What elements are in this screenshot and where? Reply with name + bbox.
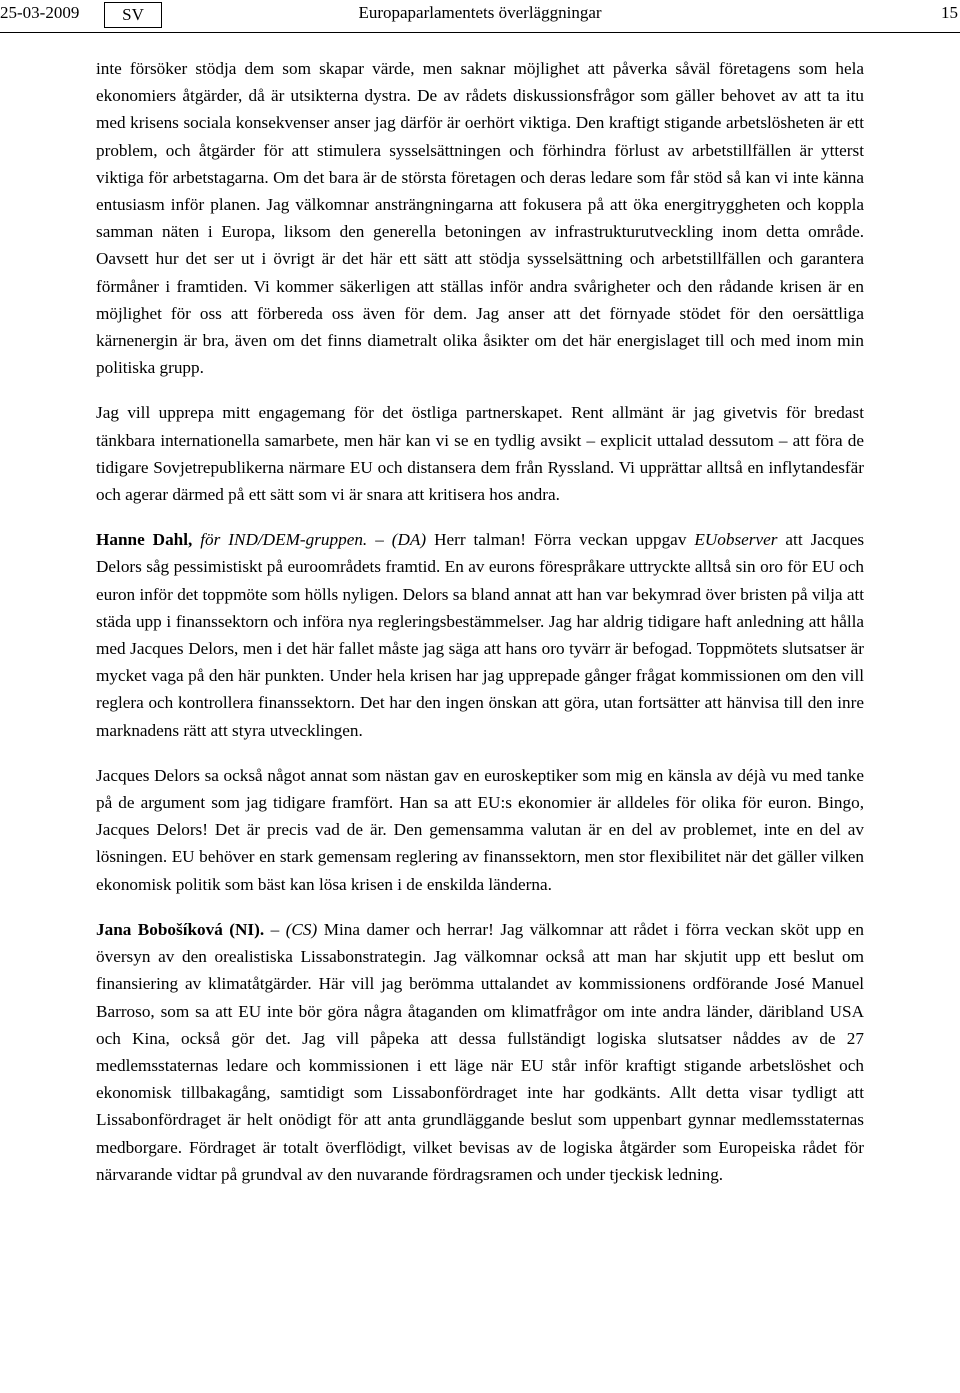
- paragraph-text: Jag vill upprepa mitt engagemang för det östliga partnerskapet. Rent allmänt är jag givetvis för bredast tänkbara internationella samarbete, men här kan vi se en tydlig avsikt – explicit uttalad dessutom – att föra de tidigare Sovjetrepublikerna närmare EU och distansera dem från Ryssland. Vi upprättar alltså en inflytandesfär och agerar därmed på ett sätt som vi är snara att kritisera hos andra.: [96, 403, 864, 505]
- language-tag: – (DA): [375, 530, 427, 550]
- speech-intro: Herr talman! Förra veckan uppgav: [434, 530, 687, 550]
- document-body: [96, 55, 864, 1188]
- speaker-name: Jana Bobošíková (NI).: [96, 919, 265, 939]
- paragraph-text: Jacques Delors sa också något annat som nästan gav en euroskeptiker som mig en känsla av déjà vu med tanke på de argument som jag tidigare framfört. Han sa att EU:s ekonomier är alldeles för olika för euron. Bingo, Jacques Delors! Det är precis vad de är. Den gemensamma valutan är en del av problemet, inte en del av lösningen. EU behöver en stark gemensam reglering av finanssektorn, men stor flexibilitet när det gäller vilken ekonomisk politik som bäst kan lösa krisen i de enskilda länderna.: [96, 765, 864, 894]
- paragraph-4: [96, 762, 864, 898]
- page-header: [0, 0, 960, 32]
- paragraph-text: Mina damer och herrar! Jag välkomnar att rådet i förra veckan sköt upp en översyn av den orealistiska Lissabonstrategin. Jag välkomnar också att man har skjutit upp ett beslut om finansiering av klimatåtgärder. Här vill jag berömma uttalandet av kommissionens ordförande José Manuel Barroso, som sa att EU inte bör göra några åtaganden om klimatfrågor om inte andra länder, däribland USA och Kina, också gör det. Jag vill påpeka att dessa fullständigt logiska slutsatser nåddes av de 27 medlemsstaternas ledare och kommissionen i ett läge när EU står inför kraftigt stigande arbetslöshet och ekonomisk tillbakagång, samtidigt som Lissabonfördraget inte har godkänts. Allt detta visar tydligt att Lissabonfördraget är helt onödigt för att anta grundläggande beslut som uppenbart gynnar medlemsstaternas medborgare. Fördraget är totalt överflödigt, vilket bevisas av de logiska åtgärder som Europeiska rådet för närvarande vidtar på grundval av den nuvarande fördragsramen och under tjeckisk ledning.: [96, 919, 865, 1184]
- source-name: EUobserver: [694, 530, 778, 550]
- speaker-group: för IND/DEM-gruppen.: [200, 530, 368, 550]
- language-tag: – (CS): [270, 919, 318, 939]
- header-rule: [0, 32, 960, 33]
- speaker-name: Hanne Dahl,: [96, 530, 193, 550]
- header-date: 25-03-2009: [0, 3, 80, 22]
- document-title: Europaparlamentets överläggningar: [358, 3, 602, 22]
- paragraph-text: att Jacques Delors såg pessimistiskt på euroområdets framtid. En av eurons förespråkare uttryckte alltså sin oro för EU och euron inför det toppmöte som hölls nyligen. Delors sa bland annat att han var bekymrad över bristen på vilja att städa upp i finanssektorn och införa nya regleringsbestämmelser. Jag har aldrig tidigare haft anledning att hålla med Jacques Delors, men i det här fallet måste jag säga att hans oro tyvärr är befogad. Toppmötets slutsatser är mycket vaga på den här punkten. Under hela krisen har jag upprepade gånger frågat kommissionen om den vill reglera och kontrollera finanssektorn. Det har den ingen önskan att göra, utan fortsätter att hänvisa till den inre marknadens rätt att styra utvecklingen.: [96, 530, 865, 740]
- speech-jana-bobosikova: [96, 916, 864, 1188]
- paragraph-2: [96, 399, 864, 508]
- speech-hanne-dahl: [96, 526, 864, 744]
- language-badge: SV: [104, 2, 162, 28]
- paragraph-text: inte försöker stödja dem som skapar värde, men saknar möjlighet att påverka såväl företagens som hela ekonomiers åtgärder, då är utsikterna dystra. De av rådets diskussionsfrågor som gäller behovet av att ta itu med krisens sociala konsekvenser anser jag därför är oerhört viktiga. Den kraftigt stigande arbetslösheten är ett problem, och åtgärder för att stimulera sysselsättningen och förhindra förlust av arbetstillfällen är ytterst viktiga för arbetstagarna. Om det bara är de största företagen och deras ledare som får stöd så kan vi inte känna entusiasm inför planen. Jag välkomnar ansträngningarna att fokusera på att öka energitryggheten och koppla samman näten i Europa, liksom den generella betoningen av infrastrukturutveckling inom detta område. Oavsett hur det ser ut i övrigt är det här ett sätt att stödja sysselsättning och arbetstillfällen och garantera förmåner i framtiden. Vi kommer säkerligen att ställas inför andra svårigheter och den rådande krisen är en möjlighet för oss att förbereda oss även för dem. Jag anser att det förnyade stödet för den oersättliga kärnenergin är bra, även om det finns diametralt olika åsikter om det här energislaget till och med inom min politiska grupp.: [96, 59, 864, 378]
- paragraph-1: [96, 55, 864, 381]
- page-number: 15: [941, 3, 958, 22]
